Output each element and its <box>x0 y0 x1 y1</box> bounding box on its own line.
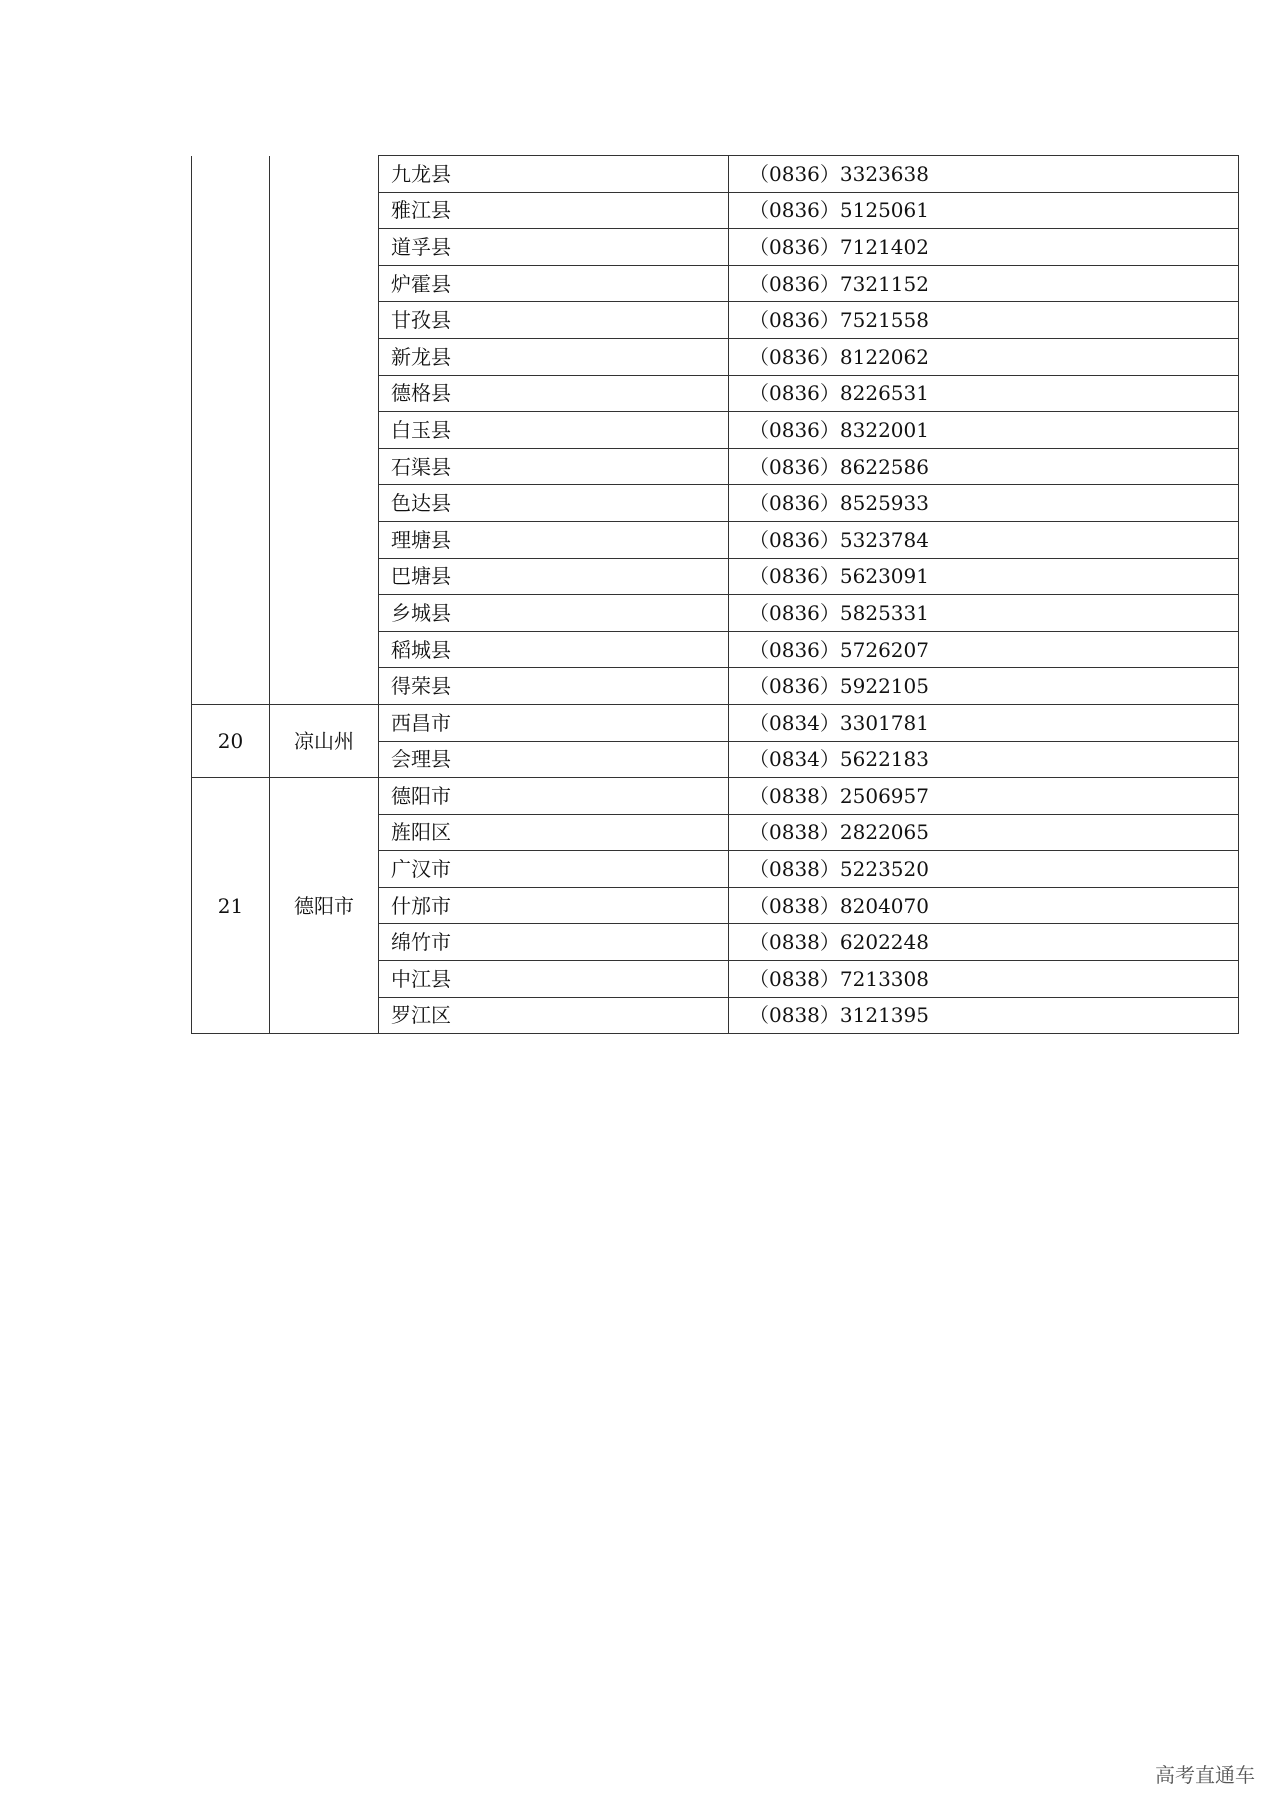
county-cell: 雅江县 <box>379 192 729 229</box>
phone-cell: （0836）5125061 <box>729 192 1239 229</box>
county-cell: 炉霍县 <box>379 265 729 302</box>
county-cell: 新龙县 <box>379 338 729 375</box>
phone-cell: （0836）7521558 <box>729 302 1239 339</box>
phone-cell: （0836）3323638 <box>729 156 1239 193</box>
phone-cell: （0836）5922105 <box>729 668 1239 705</box>
county-cell: 石渠县 <box>379 448 729 485</box>
county-cell: 巴塘县 <box>379 558 729 595</box>
phone-cell: （0836）5623091 <box>729 558 1239 595</box>
county-cell: 道孚县 <box>379 229 729 266</box>
phone-cell: （0836）8525933 <box>729 485 1239 522</box>
phone-cell: （0836）8226531 <box>729 375 1239 412</box>
county-cell: 白玉县 <box>379 412 729 449</box>
phone-cell: （0836）7321152 <box>729 265 1239 302</box>
county-cell: 绵竹市 <box>379 924 729 961</box>
table-row <box>192 778 1239 815</box>
group-number-cell: 20 <box>192 704 270 777</box>
county-cell: 罗江区 <box>379 997 729 1034</box>
phone-cell: （0838）5223520 <box>729 851 1239 888</box>
phone-cell: （0838）8204070 <box>729 887 1239 924</box>
county-cell: 理塘县 <box>379 521 729 558</box>
county-cell: 什邡市 <box>379 887 729 924</box>
county-cell: 色达县 <box>379 485 729 522</box>
county-cell: 西昌市 <box>379 704 729 741</box>
county-cell: 旌阳区 <box>379 814 729 851</box>
county-cell: 九龙县 <box>379 156 729 193</box>
phone-cell: （0838）2506957 <box>729 778 1239 815</box>
phone-cell: （0834）5622183 <box>729 741 1239 778</box>
phone-cell: （0836）5323784 <box>729 521 1239 558</box>
phone-cell: （0838）3121395 <box>729 997 1239 1034</box>
county-cell: 甘孜县 <box>379 302 729 339</box>
phone-cell: （0836）8122062 <box>729 338 1239 375</box>
phone-cell: （0836）8622586 <box>729 448 1239 485</box>
county-cell: 德格县 <box>379 375 729 412</box>
city-cell: 德阳市 <box>270 778 379 1034</box>
city-cell: 凉山州 <box>270 704 379 777</box>
phone-cell: （0836）7121402 <box>729 229 1239 266</box>
county-cell: 得荣县 <box>379 668 729 705</box>
city-cell <box>270 156 379 705</box>
county-cell: 广汉市 <box>379 851 729 888</box>
county-cell: 中江县 <box>379 961 729 998</box>
phone-cell: （0838）7213308 <box>729 961 1239 998</box>
phone-directory-body <box>192 156 1239 1034</box>
phone-cell: （0836）5825331 <box>729 595 1239 632</box>
county-cell: 德阳市 <box>379 778 729 815</box>
phone-cell: （0838）2822065 <box>729 814 1239 851</box>
phone-cell: （0836）5726207 <box>729 631 1239 668</box>
county-cell: 稻城县 <box>379 631 729 668</box>
phone-directory-table <box>191 155 1239 1034</box>
county-cell: 乡城县 <box>379 595 729 632</box>
phone-cell: （0838）6202248 <box>729 924 1239 961</box>
group-number-cell <box>192 156 270 705</box>
phone-cell: （0836）8322001 <box>729 412 1239 449</box>
county-cell: 会理县 <box>379 741 729 778</box>
watermark-text: 高考直通车 <box>1155 1763 1255 1787</box>
table-row <box>192 704 1239 741</box>
group-number-cell: 21 <box>192 778 270 1034</box>
phone-cell: （0834）3301781 <box>729 704 1239 741</box>
table-row <box>192 156 1239 193</box>
